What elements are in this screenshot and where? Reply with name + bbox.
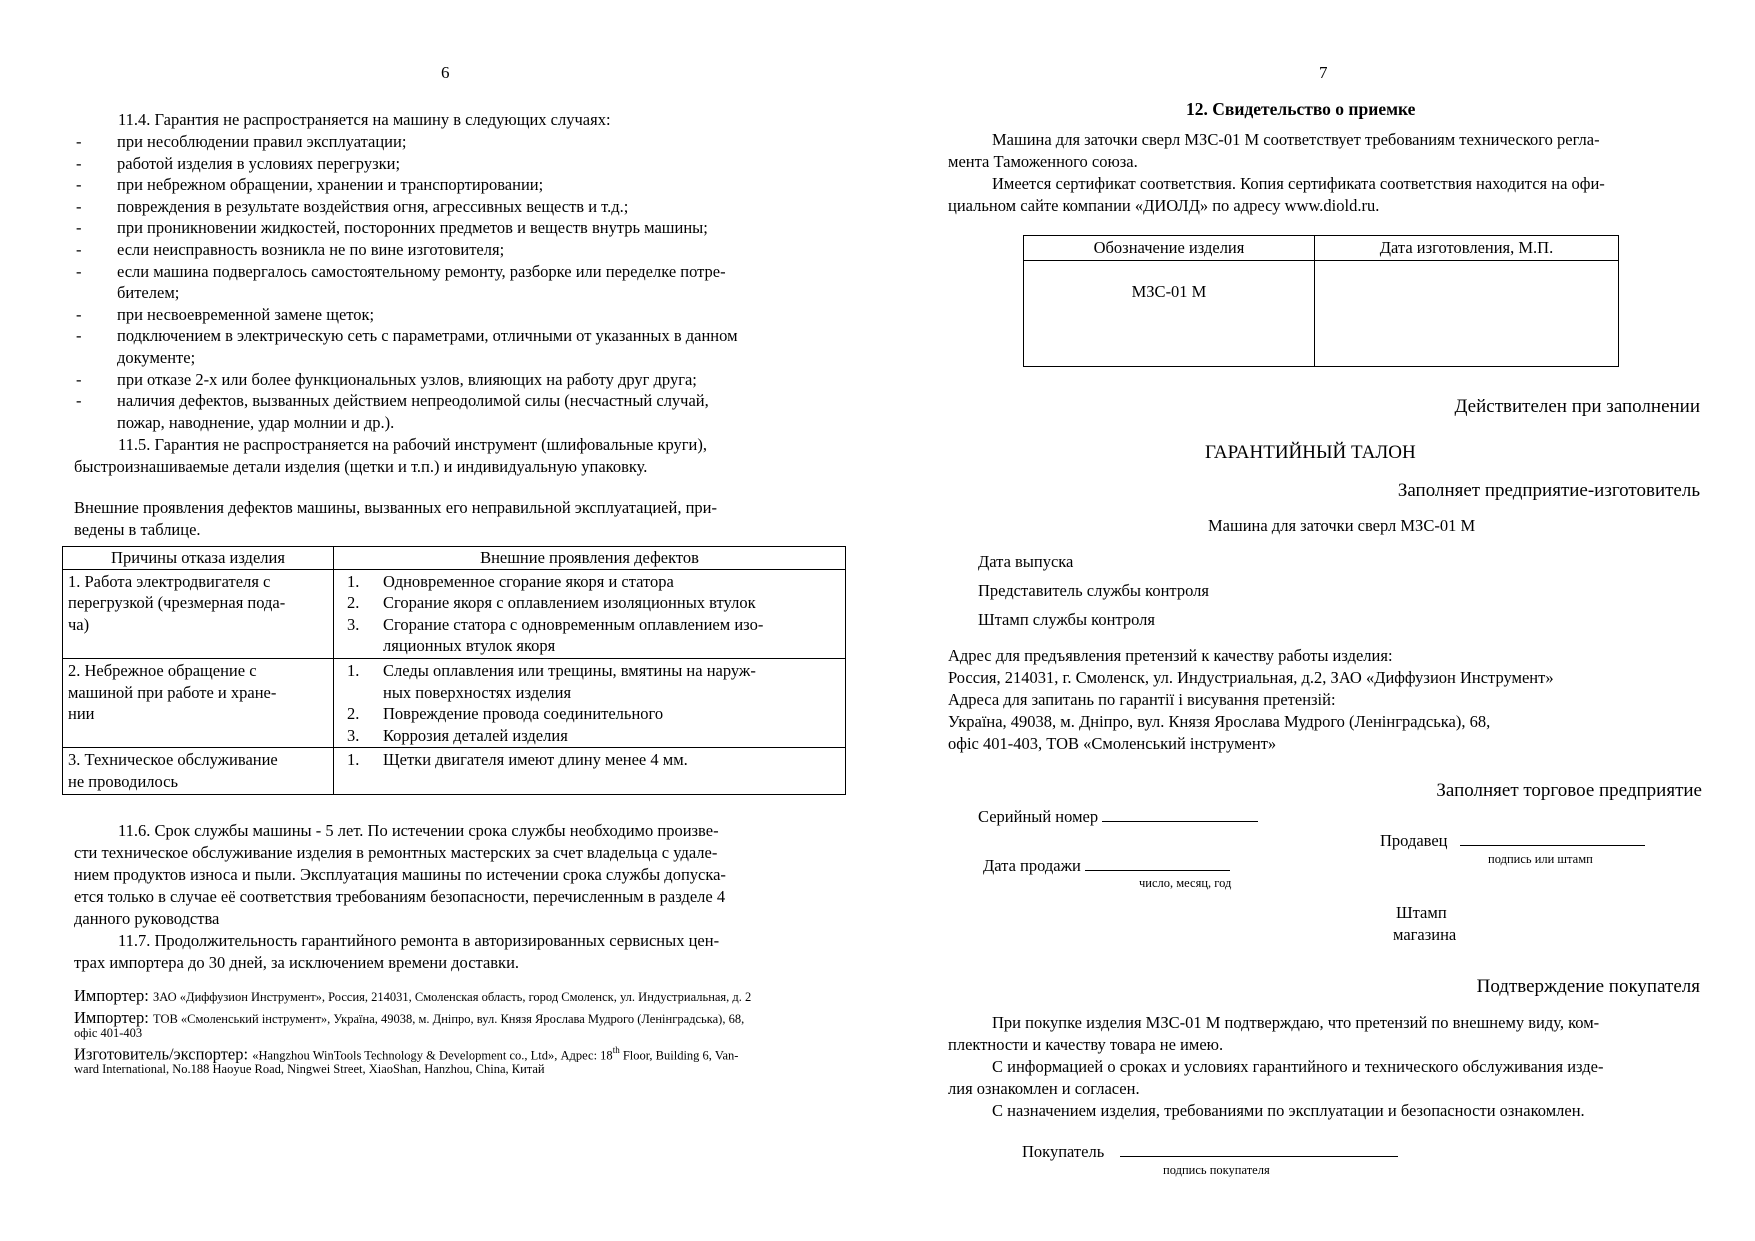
buyer-p1-line2: плектности и качеству товара не имею. [948, 1035, 1224, 1054]
defects-table [62, 546, 846, 795]
cause-cell: 2. Небрежное обращение с машиной при работе и хране- нии [63, 658, 334, 747]
list-item: - подключением в электрическую сеть с параметрами, отличными от указанных в данном документе; [76, 326, 738, 367]
buyer-p2-line2: лия ознакомлен и согласен. [948, 1079, 1140, 1098]
clause-11-7-line2: трах импортера до 30 дней, за исключением времени доставки. [74, 953, 520, 972]
table-row [63, 748, 846, 794]
qc-stamp-label: Штамп службы контроля [978, 610, 1155, 629]
importer-2-office: офіс 401-403 [74, 1026, 143, 1040]
address-line2: Россия, 214031, г. Смоленск, ул. Индустриальная, д.2, ЗАО «Диффузион Инструмент» [948, 668, 1554, 687]
effects-cell [334, 569, 846, 658]
table-row [63, 658, 846, 747]
list-item: - при несвоевременной замене щеток; [76, 304, 375, 324]
list-item: - если машина подвергалось самостоятельному ремонту, разборке или переделке потре- бителем; [76, 261, 726, 303]
column-header-designation: Обозначение изделия [1024, 236, 1315, 261]
list-item: - работой изделия в условиях перегрузки; [76, 153, 401, 173]
list-item: - при отказе 2-х или более функциональных узлов, влияющих на работу друг друга; [76, 369, 697, 389]
buyer-signature-line [1120, 1156, 1398, 1157]
bullet-dash: - [76, 304, 82, 324]
seller-signature-line [1460, 845, 1645, 846]
clause-11-5-line1: 11.5. Гарантия не распространяется на рабочий инструмент (шлифовальные круги), [118, 435, 707, 454]
address-line4: Україна, 49038, м. Дніпро, вул. Князя Ярослава Мудрого (Ленінградська), 68, [948, 712, 1491, 731]
column-header-date: Дата изготовления, М.П. [1315, 236, 1619, 261]
exclusion-list [72, 131, 842, 433]
bullet-dash: - [76, 175, 82, 195]
effects-cell [334, 748, 846, 794]
list-item: 1. Щетки двигателя имеют длину менее 4 мм. [347, 750, 688, 770]
qc-representative-label: Представитель службы контроля [978, 581, 1209, 600]
clause-11-6-line3: нием продуктов износа и пыли. Эксплуатация машины по истечении срока службы допуска- [74, 865, 726, 884]
manufacturer-address-line2: ward International, No.188 Haoyue Road, Ningwei Street, XiaoShan, Hanzhou, China, Китай [74, 1062, 545, 1076]
acceptance-p2-line2: циальном сайте компании «ДИОЛД» по адресу www.diold.ru. [948, 196, 1380, 215]
address-line3: Адреса для запитань по гарантії і висування претензій: [948, 690, 1336, 709]
release-date-label: Дата выпуска [978, 552, 1074, 571]
serial-number-field: Серийный номер [978, 806, 1258, 828]
clause-11-4-heading: 11.4. Гарантия не распространяется на машину в следующих случаях: [118, 110, 611, 129]
list-item: - повреждения в результате воздействия огня, агрессивных веществ и т.д.; [76, 196, 629, 216]
acceptance-p1-line1: Машина для заточки сверл МЗС-01 М соответствует требованиям технического регла- [992, 130, 1600, 149]
section-title: 12. Свидетельство о приемке [1186, 99, 1416, 119]
list-item: - при небрежном обращении, хранении и транспортировании; [76, 175, 544, 195]
list-item: 3. Коррозия деталей изделия [347, 725, 568, 745]
bullet-dash: - [76, 239, 82, 259]
list-item: - если неисправность возникла не по вине изготовителя; [76, 239, 505, 259]
list-item: 2. Сгорание якоря с оплавлением изоляционных втулок [347, 593, 756, 613]
acceptance-table [1023, 235, 1619, 367]
list-item: 1. Следы оплавления или трещины, вмятины на наруж- ных поверхностях изделия [347, 660, 756, 702]
effects-cell [334, 658, 846, 747]
seller-signature-caption: подпись или штамп [1488, 852, 1593, 866]
clause-11-5-line2: быстроизнашиваемые детали изделия (щетки и т.п.) и индивидуальную упаковку. [74, 457, 648, 476]
acceptance-p2-line1: Имеется сертификат соответствия. Копия сертификата соответствия находится на офи- [992, 174, 1605, 193]
date-cell [1315, 261, 1619, 367]
table-intro-line2: ведены в таблице. [74, 520, 201, 539]
list-item: 3. Сгорание статора с одновременным оплавлением изо- ляционных втулок якоря [347, 614, 764, 656]
buyer-field: Покупатель [1022, 1141, 1398, 1163]
product-name: Машина для заточки сверл МЗС-01 М [1208, 516, 1476, 535]
list-item: - наличия дефектов, вызванных действием непреодолимой силы (несчастный случай, пожар, наводнение, удар молнии и др.). [76, 391, 709, 432]
bullet-dash: - [76, 196, 82, 216]
bullet-dash: - [76, 218, 82, 238]
table-intro-line1: Внешние проявления дефектов машины, вызванных его неправильной эксплуатацией, при- [74, 498, 717, 517]
page-number-left: 6 [441, 63, 450, 82]
cause-cell: 1. Работа электродвигателя с перегрузкой (чрезмерная пода- ча) [63, 569, 334, 658]
list-item: 1. Одновременное сгорание якоря и статора [347, 571, 674, 591]
list-item: - при несоблюдении правил эксплуатации; [76, 132, 407, 151]
buyer-p1-line1: При покупке изделия МЗС-01 М подтверждаю, что претензий по внешнему виду, ком- [992, 1013, 1600, 1032]
sale-date-line [1085, 870, 1230, 871]
buyer-confirmation-heading: Подтверждение покупателя [1476, 976, 1700, 997]
buyer-signature-caption: подпись покупателя [1163, 1163, 1270, 1177]
column-header-effects: Внешние проявления дефектов [334, 547, 846, 570]
bullet-dash: - [76, 132, 82, 151]
bullet-dash: - [76, 261, 82, 281]
model-cell: МЗС-01 М [1024, 261, 1315, 367]
shop-fills-heading: Заполняет торговое предприятие [1436, 780, 1702, 801]
valid-note: Действителен при заполнении [1454, 396, 1700, 417]
table-header-row [1024, 236, 1619, 261]
cause-cell: 3. Техническое обслуживание не проводилось [63, 748, 334, 794]
bullet-dash: - [76, 391, 82, 411]
importer-2: Импортер: ТОВ «Смоленський інструмент», Україна, 49038, м. Дніпро, вул. Князя Ярослава Мудрого (Ленінградська), 68, [74, 1008, 745, 1027]
table-row [63, 569, 846, 658]
column-header-causes: Причины отказа изделия [63, 547, 334, 570]
importer-1: Импортер: ЗАО «Диффузион Инструмент», Россия, 214031, Смоленская область, город Смоленск, ул. Индустриальная, д. 2 [74, 986, 752, 1005]
coupon-title: ГАРАНТИЙНЫЙ ТАЛОН [1205, 442, 1416, 463]
manufacturer: Изготовитель/экспортер: «Hangzhou WinTools Technology & Development co., Ltd», Адрес: 18th Floor, Building 6, Van- [74, 1044, 739, 1064]
page-number-right: 7 [1319, 63, 1328, 82]
table-header-row [63, 547, 846, 570]
acceptance-p1-line2: мента Таможенного союза. [948, 152, 1138, 171]
list-item: - при проникновении жидкостей, посторонних предметов и веществ внутрь машины; [76, 218, 708, 238]
shop-stamp-label-1: Штамп [1396, 903, 1447, 922]
sale-date-caption: число, месяц, год [1139, 876, 1232, 890]
bullet-dash: - [76, 153, 82, 173]
address-line1: Адрес для предъявления претензий к качеству работы изделия: [948, 646, 1393, 665]
shop-stamp-label-2: магазина [1393, 925, 1457, 944]
sale-date-field: Дата продажи [983, 855, 1230, 877]
address-line5: офіс 401-403, ТОВ «Смоленський інструмент» [948, 734, 1277, 753]
serial-number-line [1102, 821, 1258, 822]
table-row [1024, 261, 1619, 367]
clause-11-6-line2: сти техническое обслуживание изделия в ремонтных мастерских за счет владельца с удале- [74, 843, 718, 862]
clause-11-6-line1: 11.6. Срок службы машины - 5 лет. По истечении срока службы необходимо произве- [118, 821, 719, 840]
clause-11-7-line1: 11.7. Продолжительность гарантийного ремонта в авторизированных сервисных цен- [118, 931, 720, 950]
bullet-dash: - [76, 369, 82, 389]
clause-11-6-line4: ется только в случае её соответствия требованиям безопасности, перечисленным в разделе 4 [74, 887, 726, 906]
seller-field: Продавец [1380, 830, 1645, 852]
bullet-dash: - [76, 326, 82, 346]
buyer-p2-line1: С информацией о сроках и условиях гарантийного и технического обслуживания изде- [992, 1057, 1604, 1076]
buyer-p3: С назначением изделия, требованиями по эксплуатации и безопасности ознакомлен. [992, 1101, 1585, 1120]
maker-fills-heading: Заполняет предприятие-изготовитель [1397, 480, 1700, 501]
clause-11-6-line5: данного руководства [74, 909, 220, 928]
list-item: 2. Повреждение провода соединительного [347, 704, 664, 724]
